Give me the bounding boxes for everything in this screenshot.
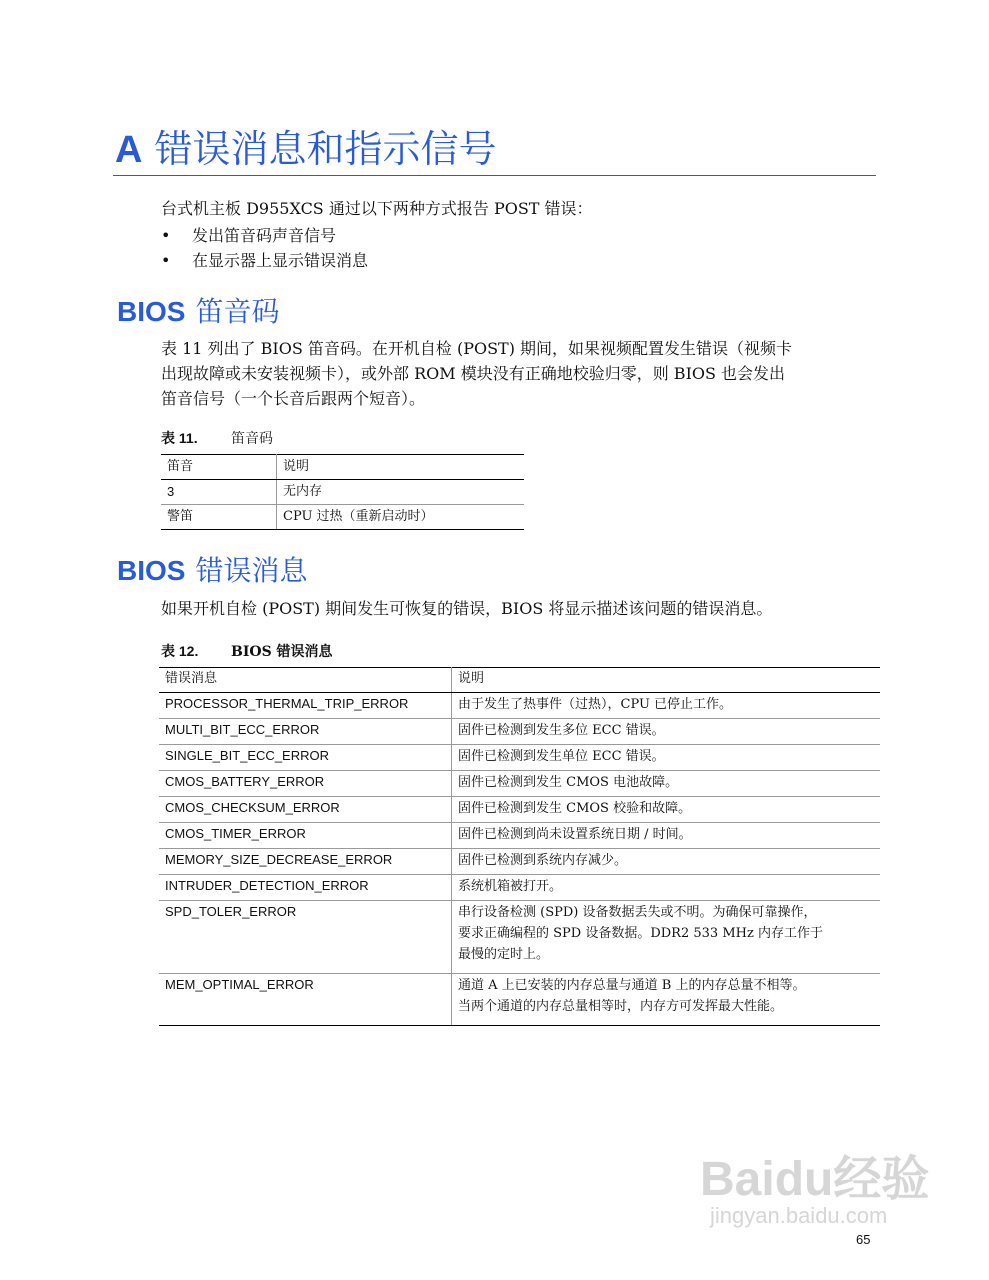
error-code-cell: MEMORY_SIZE_DECREASE_ERROR: [159, 849, 452, 875]
error-code-cell: CMOS_BATTERY_ERROR: [159, 771, 452, 797]
error-code-cell: CMOS_TIMER_ERROR: [159, 823, 452, 849]
error-description-cell: [452, 875, 881, 901]
description-line: 串行设备检测 (SPD) 设备数据丢失或不明。为确保可靠操作，: [458, 905, 817, 920]
chapter-divider: [113, 175, 876, 176]
beep-codes-paragraph: [161, 336, 792, 411]
section-heading-en: BIOS: [117, 296, 186, 327]
section-heading-zh: 笛音码: [195, 295, 280, 328]
error-description-cell: [452, 901, 881, 974]
table-caption-title: BIOS 错误消息: [231, 644, 333, 660]
table-row: [159, 745, 880, 771]
paragraph-line: 表 11 列出了 BIOS 笛音码。在开机自检 (POST) 期间，如果视频配置发生错误（视频卡: [161, 339, 793, 358]
table-number: 表 12.: [161, 643, 199, 659]
error-description-cell: [452, 849, 881, 875]
section-heading-error-messages: [117, 549, 307, 589]
description-line: 要求正确编程的 SPD 设备数据。DDR2 533 MHz 内存工作于: [458, 926, 823, 941]
table-caption-11: [161, 428, 273, 448]
table-header-cell: 错误消息: [159, 668, 452, 693]
table-row: [159, 771, 880, 797]
table-header-cell: 笛音: [161, 455, 277, 480]
bullet-marker: •: [161, 251, 171, 270]
chapter-title-text: 错误消息和指示信号: [154, 127, 497, 171]
table-header-cell: 说明: [452, 668, 881, 693]
error-code-cell: MULTI_BIT_ECC_ERROR: [159, 719, 452, 745]
table-row: [159, 823, 880, 849]
table-row: [159, 901, 880, 974]
error-description-cell: [452, 823, 881, 849]
bios-error-messages-table: [159, 667, 880, 1026]
description-line: 通道 A 上已安装的内存总量与通道 B 上的内存总量不相等。: [458, 978, 806, 993]
table-row: [161, 505, 524, 530]
chapter-title: [115, 118, 496, 173]
baidu-watermark: [700, 1140, 929, 1229]
error-description-cell: [452, 771, 881, 797]
list-item-text: 在显示器上显示错误消息: [192, 251, 369, 270]
table-cell: 无内存: [277, 480, 525, 505]
description-line: 固件已检测到发生多位 ECC 错误。: [458, 723, 665, 738]
watermark-url: jingyan.baidu.com: [710, 1203, 888, 1228]
error-description-cell: [452, 745, 881, 771]
description-line: 固件已检测到发生单位 ECC 错误。: [458, 749, 665, 764]
error-code-cell: CMOS_CHECKSUM_ERROR: [159, 797, 452, 823]
table-header-row: [161, 455, 524, 480]
error-description-cell: [452, 974, 881, 1026]
description-line: 由于发生了热事件（过热），CPU 已停止工作。: [458, 697, 733, 712]
table-number: 表 11.: [161, 430, 198, 446]
description-line: 固件已检测到发生 CMOS 电池故障。: [458, 775, 679, 790]
error-code-cell: SINGLE_BIT_ECC_ERROR: [159, 745, 452, 771]
error-description-cell: [452, 719, 881, 745]
error-description-cell: [452, 693, 881, 719]
table-caption-12: [161, 641, 333, 661]
chapter-letter: A: [115, 129, 143, 171]
description-line: 固件已检测到发生 CMOS 校验和故障。: [458, 801, 692, 816]
list-item-text: 发出笛音码声音信号: [192, 226, 337, 245]
watermark-brand: Baidu经验: [700, 1153, 930, 1206]
table-header-cell: 说明: [277, 455, 525, 480]
table-row: [159, 797, 880, 823]
table-row: [159, 693, 880, 719]
error-code-cell: INTRUDER_DETECTION_ERROR: [159, 875, 452, 901]
description-line: 固件已检测到系统内存减少。: [458, 853, 628, 868]
table-row: [159, 974, 880, 1026]
error-code-cell: SPD_TOLER_ERROR: [159, 901, 452, 974]
table-row: [159, 719, 880, 745]
description-line: 当两个通道的内存总量相等时，内存方可发挥最大性能。: [458, 999, 784, 1014]
beep-codes-table: [161, 454, 524, 530]
section-heading-en: BIOS: [117, 555, 186, 586]
intro-text: 台式机主板 D955XCS 通过以下两种方式报告 POST 错误：: [161, 199, 593, 218]
bullet-marker: •: [161, 226, 171, 245]
table-cell: 警笛: [161, 505, 277, 530]
paragraph-line: 笛音信号（一个长音后跟两个短音）。: [161, 389, 426, 408]
error-code-cell: PROCESSOR_THERMAL_TRIP_ERROR: [159, 693, 452, 719]
error-description-cell: [452, 797, 881, 823]
section-heading-zh: 错误消息: [195, 554, 308, 587]
list-item: [161, 226, 368, 251]
error-code-cell: MEM_OPTIMAL_ERROR: [159, 974, 452, 1026]
table-row: [161, 480, 524, 505]
description-line: 最慢的定时上。: [458, 947, 550, 962]
section-heading-beep-codes: [117, 290, 279, 330]
bullet-list: [161, 226, 368, 276]
table-cell: CPU 过热（重新启动时）: [277, 505, 525, 530]
table-caption-title: 笛音码: [231, 431, 273, 447]
paragraph-line: 出现故障或未安装视频卡），或外部 ROM 模块没有正确地校验归零，则 BIOS 也会发出: [161, 364, 786, 383]
description-line: 固件已检测到尚未设置系统日期 / 时间。: [458, 827, 692, 842]
table-header-row: [159, 668, 880, 693]
table-row: [159, 875, 880, 901]
list-item: [161, 251, 368, 276]
page-number: 65: [856, 1232, 871, 1247]
error-messages-paragraph: 如果开机自检 (POST) 期间发生可恢复的错误，BIOS 将显示描述该问题的错误消息。: [161, 599, 773, 618]
table-row: [159, 849, 880, 875]
description-line: 系统机箱被打开。: [458, 879, 563, 894]
table-cell: 3: [161, 480, 277, 505]
